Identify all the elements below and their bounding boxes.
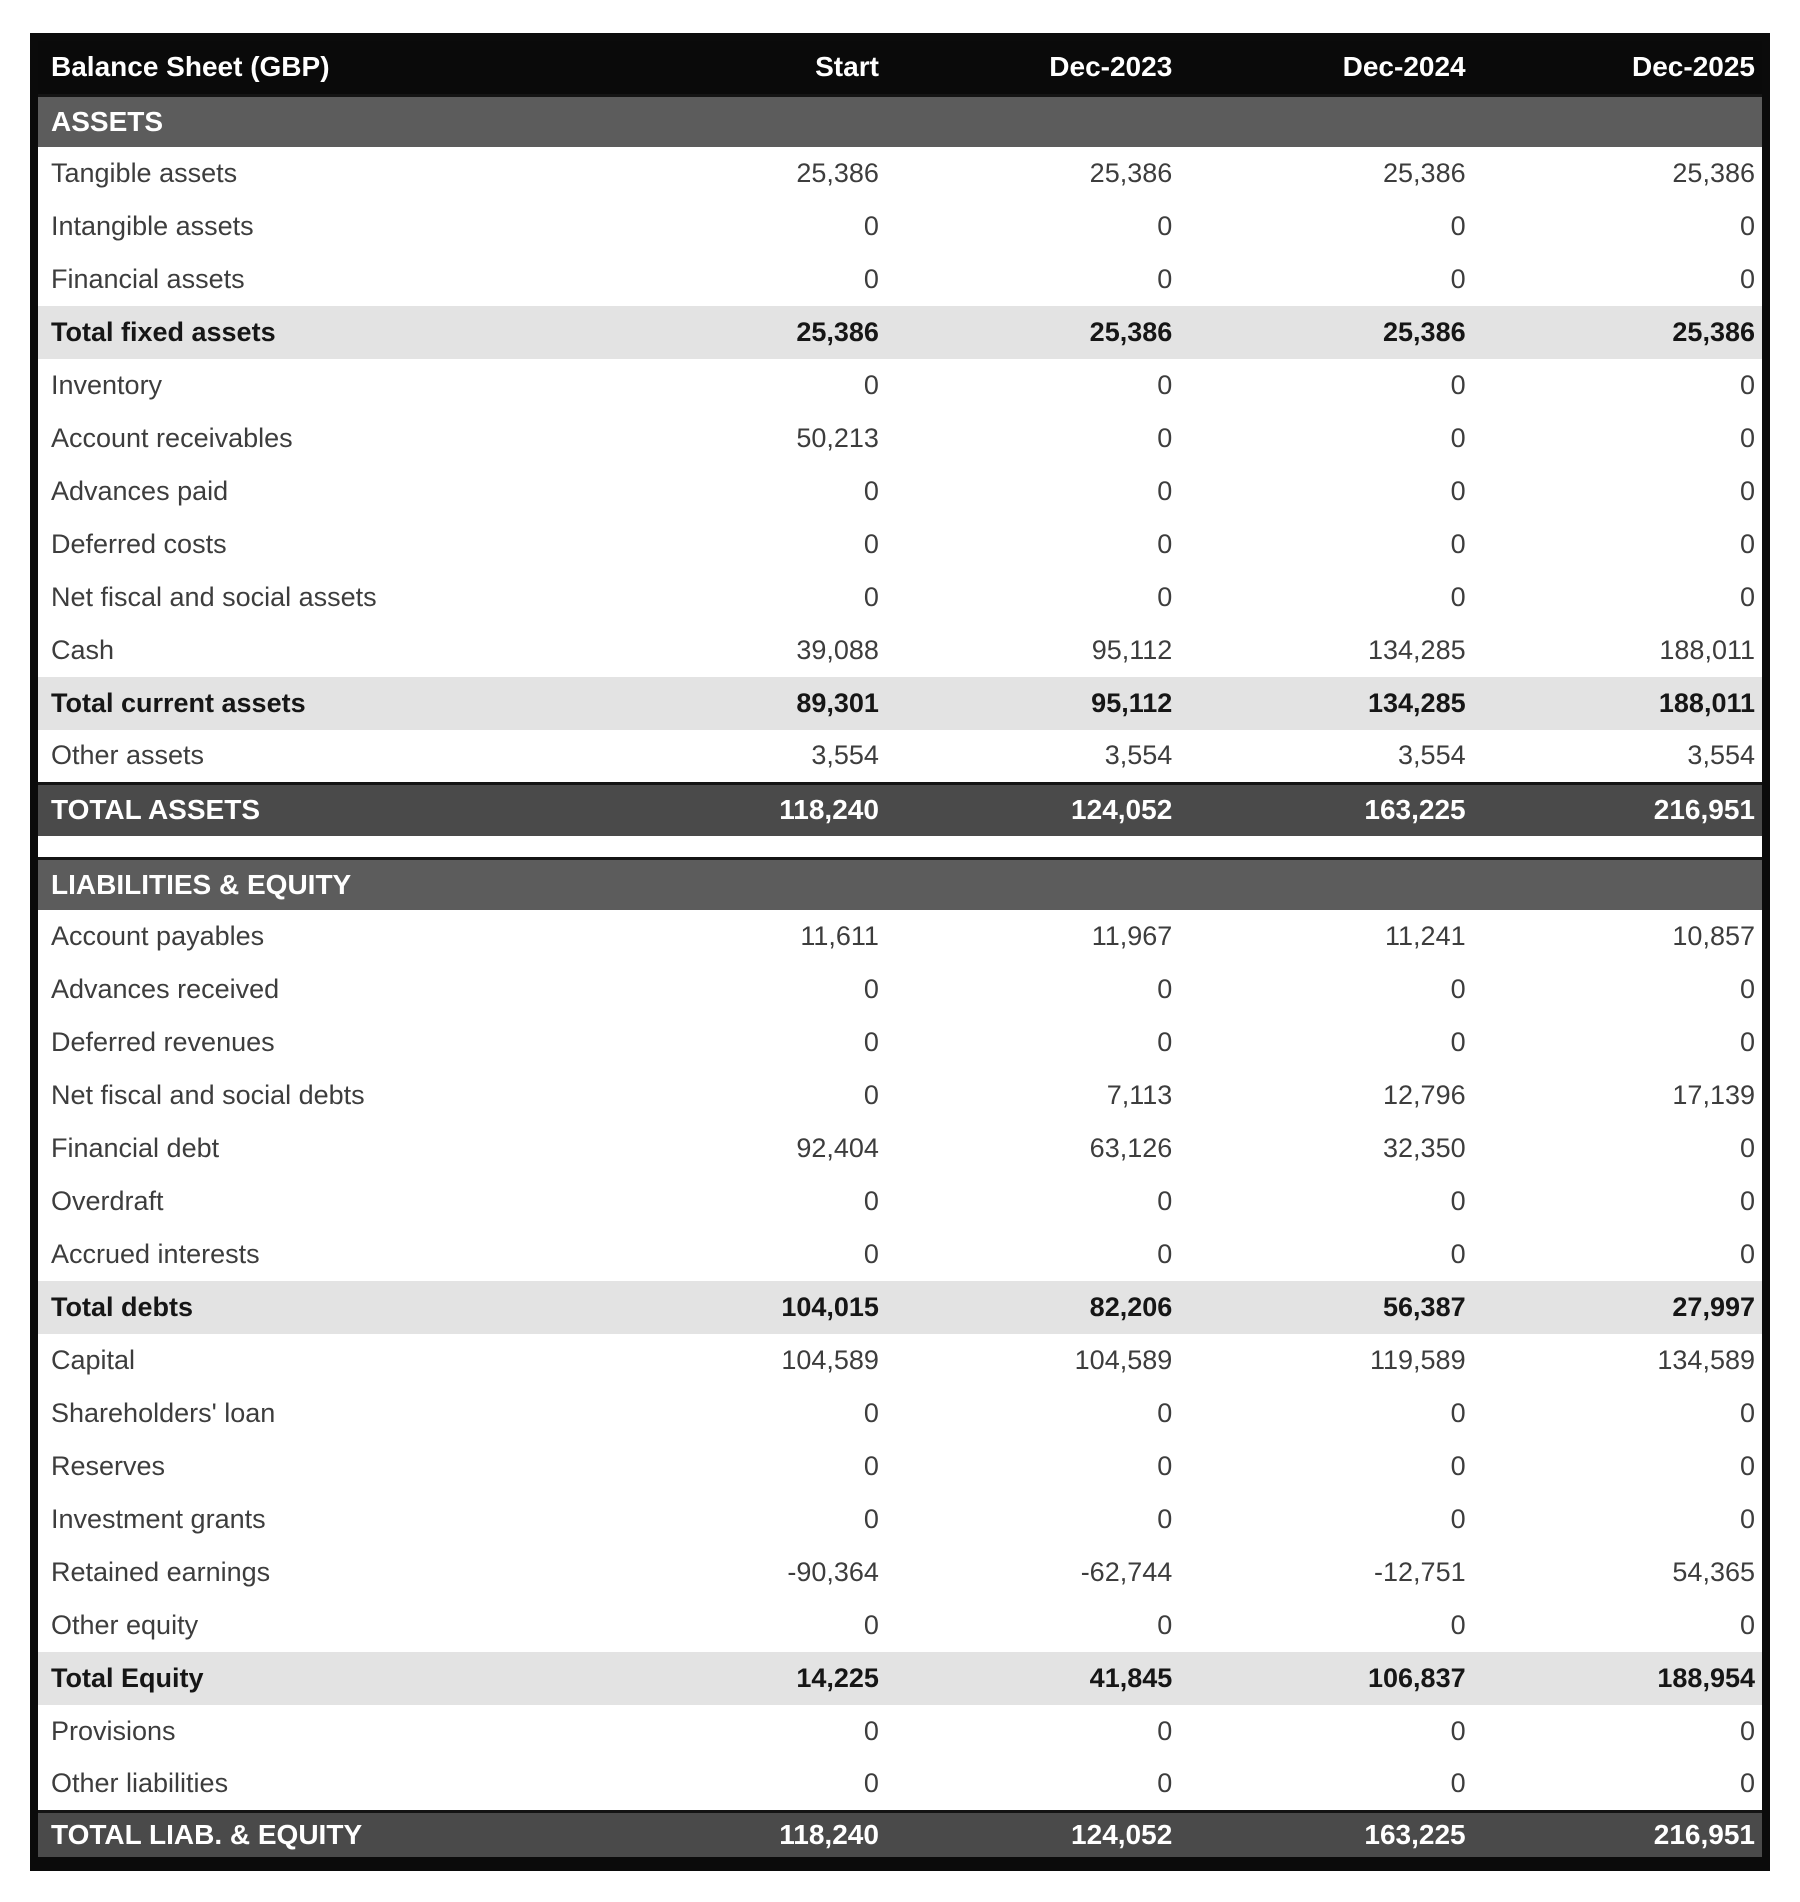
row-value-dec-2023: 0 — [1157, 1768, 1173, 1799]
col-header-dec-2024: Dec-2024 — [1342, 51, 1466, 83]
row-value-dec-2025: 0 — [1739, 211, 1755, 241]
row-value-dec-2024: 0 — [1450, 1239, 1466, 1269]
row-label: Intangible assets — [51, 211, 254, 241]
row-value-dec-2025: 0 — [1739, 974, 1755, 1004]
row-value-start: 0 — [863, 1451, 879, 1481]
row-value-start: 0 — [863, 1186, 879, 1216]
row-value-dec-2025: 0 — [1739, 529, 1755, 559]
row-label: Deferred revenues — [51, 1027, 275, 1057]
row-value-start: 11,611 — [800, 921, 879, 951]
row-value-dec-2023: 104,589 — [1074, 1345, 1173, 1375]
row-value-start: 118,240 — [779, 794, 879, 826]
row-value-dec-2025: 10,857 — [1672, 921, 1755, 951]
table-row-account-receivables — [34, 412, 1766, 465]
row-label: Investment grants — [51, 1504, 266, 1534]
row-value-dec-2025: 3,554 — [1687, 740, 1755, 771]
table-row-total-equity — [34, 1652, 1766, 1705]
row-value-start: 89,301 — [796, 688, 879, 718]
row-label: Tangible assets — [51, 158, 238, 188]
row-value-dec-2025: 0 — [1739, 476, 1755, 506]
row-value-dec-2024: 0 — [1450, 264, 1466, 294]
table-row-account-payables — [34, 910, 1766, 963]
row-value-dec-2025: 0 — [1739, 1133, 1755, 1163]
row-label: Other equity — [51, 1610, 199, 1640]
row-value-start: 3,554 — [811, 740, 879, 771]
row-value-start: 25,386 — [796, 317, 879, 347]
row-value-dec-2025: 0 — [1739, 1768, 1755, 1799]
row-value-start: 25,386 — [796, 158, 879, 188]
row-value-dec-2024: 163,225 — [1364, 794, 1466, 826]
row-value-dec-2023: 63,126 — [1089, 1133, 1173, 1163]
row-value-dec-2024: 32,350 — [1383, 1133, 1466, 1163]
row-value-dec-2025: 0 — [1739, 1451, 1755, 1481]
table-row-other-equity — [34, 1599, 1766, 1652]
row-value-dec-2023: 82,206 — [1089, 1292, 1173, 1322]
table-row-total-debts — [34, 1281, 1766, 1334]
row-value-dec-2024: 0 — [1450, 1610, 1466, 1640]
row-value-dec-2024: 0 — [1450, 370, 1466, 400]
section-gap — [34, 836, 1766, 858]
row-value-dec-2024: 134,285 — [1368, 635, 1466, 665]
row-value-dec-2025: 27,997 — [1672, 1292, 1755, 1322]
row-value-start: 0 — [863, 1027, 879, 1057]
row-label: Total debts — [51, 1292, 194, 1322]
table-row-investment-grants — [34, 1493, 1766, 1546]
table-row-accrued-interests — [34, 1228, 1766, 1281]
row-value-dec-2024: 0 — [1450, 1398, 1466, 1428]
row-value-dec-2024: 25,386 — [1383, 158, 1466, 188]
col-header-dec-2023: Dec-2023 — [1049, 51, 1173, 83]
row-label: Shareholders' loan — [51, 1398, 276, 1428]
row-label: Total current assets — [51, 688, 306, 718]
row-value-dec-2025: 0 — [1739, 1504, 1755, 1534]
row-label: Net fiscal and social debts — [51, 1080, 365, 1110]
row-value-dec-2024: 0 — [1450, 1716, 1466, 1746]
table-row-cash — [34, 624, 1766, 677]
row-label: TOTAL LIAB. & EQUITY — [51, 1818, 363, 1850]
row-value-start: 0 — [863, 1768, 879, 1799]
table-row-advances-paid — [34, 465, 1766, 518]
row-value-dec-2024: 0 — [1450, 582, 1466, 612]
row-value-dec-2025: 54,365 — [1672, 1557, 1755, 1587]
row-label: Advances paid — [51, 476, 229, 506]
table-row-total-assets — [34, 783, 1766, 836]
table-row-financial-debt — [34, 1122, 1766, 1175]
row-value-dec-2023: 124,052 — [1071, 1818, 1173, 1850]
row-value-start: 39,088 — [796, 635, 879, 665]
row-value-dec-2024: 0 — [1450, 1768, 1466, 1799]
row-value-start: 0 — [863, 1239, 879, 1269]
row-value-dec-2024: 0 — [1450, 529, 1466, 559]
row-value-start: 0 — [863, 1504, 879, 1534]
row-value-dec-2024: 163,225 — [1364, 1818, 1466, 1850]
table-row-total-current-assets — [34, 677, 1766, 730]
row-label: Overdraft — [51, 1186, 164, 1216]
row-value-dec-2025: 0 — [1739, 1610, 1755, 1640]
row-value-dec-2023: 7,113 — [1106, 1080, 1173, 1110]
row-value-dec-2023: 11,967 — [1091, 921, 1173, 951]
row-value-dec-2025: 0 — [1739, 370, 1755, 400]
row-value-dec-2023: 0 — [1157, 529, 1173, 559]
table-title: Balance Sheet (GBP) — [51, 51, 330, 83]
row-value-start: 92,404 — [796, 1133, 879, 1163]
section-header-assets — [34, 95, 1766, 147]
row-label: Inventory — [51, 370, 163, 400]
row-value-start: 50,213 — [796, 423, 879, 453]
row-value-dec-2023: 95,112 — [1091, 688, 1173, 718]
row-value-dec-2023: 0 — [1157, 423, 1173, 453]
row-value-dec-2023: 0 — [1157, 1504, 1173, 1534]
section-header-label: LIABILITIES & EQUITY — [51, 868, 352, 900]
table-row-net-fiscal-and-social-assets — [34, 571, 1766, 624]
row-value-start: 0 — [863, 529, 879, 559]
row-value-dec-2024: 3,554 — [1398, 740, 1466, 771]
row-value-dec-2024: 134,285 — [1368, 688, 1466, 718]
row-label: Deferred costs — [51, 529, 227, 559]
row-value-dec-2025: 0 — [1739, 1398, 1755, 1428]
row-value-dec-2023: 0 — [1157, 370, 1173, 400]
row-value-dec-2023: 0 — [1157, 974, 1173, 1004]
table-row-tangible-assets — [34, 147, 1766, 200]
table-row-total-fixed-assets — [34, 306, 1766, 359]
table-row-intangible-assets — [34, 200, 1766, 253]
row-value-dec-2024: 56,387 — [1383, 1292, 1466, 1322]
row-value-dec-2023: -62,744 — [1080, 1557, 1173, 1587]
row-value-dec-2023: 25,386 — [1089, 158, 1173, 188]
row-label: Total fixed assets — [51, 317, 276, 347]
row-value-dec-2025: 216,951 — [1653, 1818, 1755, 1850]
table-row-total-liab-equity — [34, 1811, 1766, 1864]
row-label: Other liabilities — [51, 1768, 229, 1799]
row-value-dec-2025: 0 — [1739, 1027, 1755, 1057]
balance-sheet-table — [30, 33, 1770, 1871]
table-row-shareholders-loan — [34, 1387, 1766, 1440]
row-value-dec-2023: 41,845 — [1089, 1663, 1173, 1693]
row-value-dec-2023: 0 — [1157, 582, 1173, 612]
row-value-start: 0 — [863, 1398, 879, 1428]
row-value-start: 0 — [863, 211, 879, 241]
section-gap-cell — [34, 836, 1766, 858]
row-value-start: 118,240 — [779, 1818, 879, 1850]
row-label: Total Equity — [51, 1663, 204, 1693]
row-value-dec-2025: 188,954 — [1657, 1663, 1755, 1693]
row-value-start: 0 — [863, 582, 879, 612]
row-value-dec-2024: -12,751 — [1374, 1557, 1466, 1587]
row-value-start: -90,364 — [787, 1557, 879, 1587]
row-value-dec-2023: 3,554 — [1104, 740, 1173, 771]
row-value-dec-2025: 0 — [1739, 264, 1755, 294]
row-value-dec-2024: 119,589 — [1370, 1345, 1466, 1375]
row-label: Reserves — [51, 1451, 166, 1481]
row-label: Account payables — [51, 921, 265, 951]
row-value-dec-2024: 25,386 — [1383, 317, 1466, 347]
row-value-dec-2025: 188,011 — [1659, 635, 1755, 665]
row-label: Retained earnings — [51, 1557, 271, 1587]
col-header-start: Start — [815, 51, 879, 83]
table-row-other-liabilities — [34, 1758, 1766, 1811]
row-value-start: 0 — [863, 476, 879, 506]
row-value-dec-2025: 0 — [1739, 1239, 1755, 1269]
row-label: Net fiscal and social assets — [51, 582, 377, 612]
row-value-dec-2024: 0 — [1450, 974, 1466, 1004]
row-value-dec-2024: 106,837 — [1368, 1663, 1466, 1693]
row-value-dec-2025: 0 — [1739, 1186, 1755, 1216]
table-row-other-assets — [34, 730, 1766, 783]
row-value-dec-2025: 17,139 — [1672, 1080, 1755, 1110]
table-row-inventory — [34, 359, 1766, 412]
row-value-dec-2024: 0 — [1450, 1186, 1466, 1216]
row-value-start: 0 — [863, 1080, 879, 1110]
row-value-dec-2024: 0 — [1450, 476, 1466, 506]
row-value-dec-2024: 12,796 — [1383, 1080, 1466, 1110]
row-value-start: 14,225 — [796, 1663, 879, 1693]
table-row-net-fiscal-and-social-debts — [34, 1069, 1766, 1122]
col-header-dec-2025: Dec-2025 — [1632, 51, 1755, 83]
row-value-dec-2024: 0 — [1450, 211, 1466, 241]
row-label: Advances received — [51, 974, 280, 1004]
row-value-start: 0 — [863, 370, 879, 400]
row-value-dec-2025: 25,386 — [1672, 317, 1755, 347]
row-label: Financial assets — [51, 264, 245, 294]
row-value-dec-2024: 0 — [1450, 1504, 1466, 1534]
row-label: Provisions — [51, 1716, 176, 1746]
row-label: Other assets — [51, 740, 205, 771]
row-value-dec-2024: 0 — [1450, 1027, 1466, 1057]
table-row-advances-received — [34, 963, 1766, 1016]
row-value-start: 0 — [863, 974, 879, 1004]
table-row-provisions — [34, 1705, 1766, 1758]
row-value-dec-2023: 0 — [1157, 1716, 1173, 1746]
table-row-retained-earnings — [34, 1546, 1766, 1599]
row-value-dec-2025: 0 — [1739, 582, 1755, 612]
row-label: Financial debt — [51, 1133, 220, 1163]
row-value-dec-2025: 216,951 — [1653, 794, 1755, 826]
row-value-dec-2023: 0 — [1157, 476, 1173, 506]
row-value-dec-2023: 0 — [1157, 1398, 1173, 1428]
row-value-dec-2025: 25,386 — [1672, 158, 1755, 188]
table-row-overdraft — [34, 1175, 1766, 1228]
row-value-dec-2025: 0 — [1739, 1716, 1755, 1746]
section-header-label: ASSETS — [51, 105, 164, 137]
row-value-start: 0 — [863, 264, 879, 294]
row-value-dec-2024: 11,241 — [1385, 921, 1466, 951]
row-value-start: 104,015 — [781, 1292, 879, 1322]
section-header-liabilities-equity — [34, 858, 1766, 910]
row-value-dec-2024: 0 — [1450, 423, 1466, 453]
row-value-dec-2023: 0 — [1157, 1239, 1173, 1269]
row-label: Cash — [51, 635, 115, 665]
row-label: Capital — [51, 1345, 136, 1375]
table-row-deferred-costs — [34, 518, 1766, 571]
table-row-reserves — [34, 1440, 1766, 1493]
table-header-row — [34, 37, 1766, 95]
row-value-dec-2025: 134,589 — [1657, 1345, 1755, 1375]
row-value-dec-2025: 188,011 — [1658, 688, 1755, 718]
table-row-financial-assets — [34, 253, 1766, 306]
row-value-start: 104,589 — [781, 1345, 879, 1375]
row-value-start: 0 — [863, 1716, 879, 1746]
row-value-dec-2023: 25,386 — [1089, 317, 1173, 347]
row-value-dec-2025: 0 — [1739, 423, 1755, 453]
row-value-dec-2024: 0 — [1450, 1451, 1466, 1481]
row-value-dec-2023: 0 — [1157, 1610, 1173, 1640]
row-value-dec-2023: 0 — [1157, 1027, 1173, 1057]
row-value-dec-2023: 0 — [1157, 1186, 1173, 1216]
row-value-dec-2023: 0 — [1157, 264, 1173, 294]
row-label: TOTAL ASSETS — [51, 794, 260, 826]
row-value-start: 0 — [863, 1610, 879, 1640]
row-value-dec-2023: 124,052 — [1071, 794, 1173, 826]
table-row-capital — [34, 1334, 1766, 1387]
row-label: Account receivables — [51, 423, 293, 453]
row-value-dec-2023: 95,112 — [1091, 635, 1173, 665]
row-value-dec-2023: 0 — [1157, 211, 1173, 241]
table-row-deferred-revenues — [34, 1016, 1766, 1069]
row-label: Accrued interests — [51, 1239, 260, 1269]
row-value-dec-2023: 0 — [1157, 1451, 1173, 1481]
